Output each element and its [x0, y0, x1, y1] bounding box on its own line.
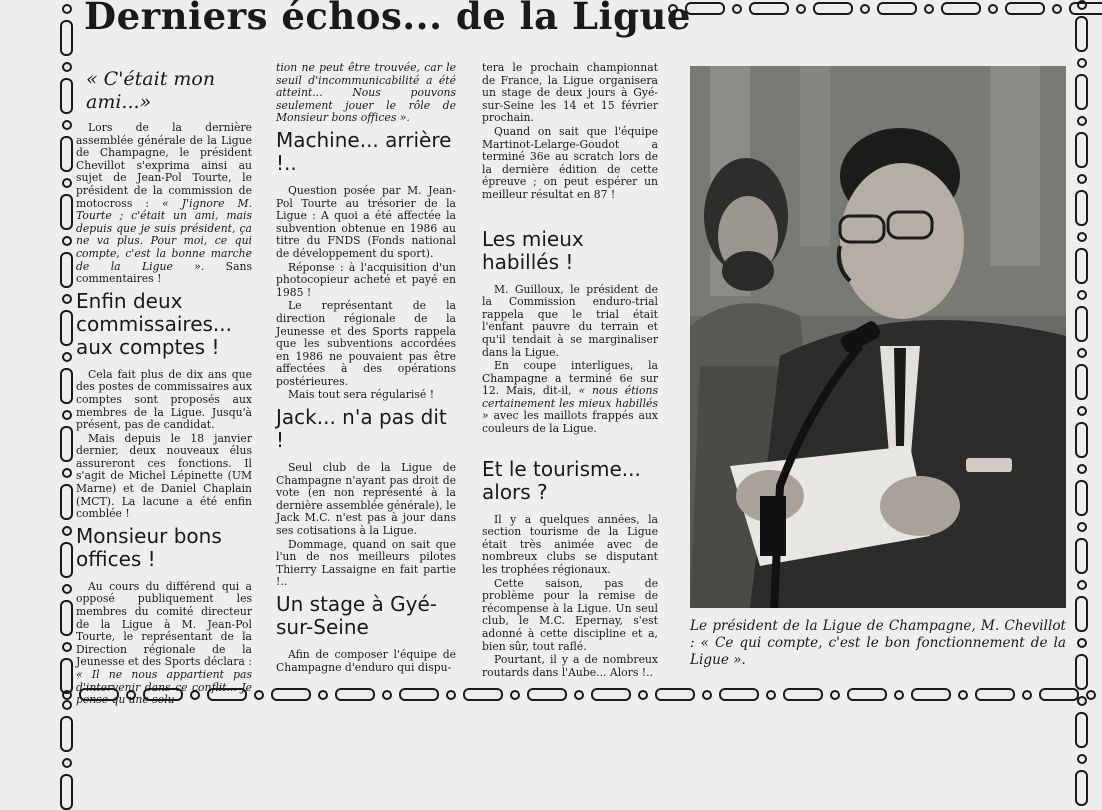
chain-link: [1075, 422, 1088, 458]
article-paragraph: [76, 122, 252, 286]
chain-ring: [1077, 116, 1087, 126]
article-paragraph: [482, 360, 658, 436]
chain-link: [60, 426, 73, 462]
article-paragraph: Question posée par M. Jean-Pol Tourte au trésorier de la Ligue : A quoi a été affectée la subvention obtenue en 1986 au titre du FNDS (Fonds national de développement du sport).: [276, 183, 456, 260]
chain-link: [60, 658, 73, 694]
article-paragraph: Afin de composer l'équipe de Champagne d'enduro qui dispu-: [276, 648, 456, 674]
chain-link: [1075, 74, 1088, 110]
chain-ring: [860, 4, 870, 14]
chain-link: [749, 2, 789, 15]
chain-link: [60, 136, 73, 172]
chain-ring: [702, 690, 712, 700]
text-span: Lors de la dernière assemblée générale de la Ligue de Champagne, le président Chevillot s'exprima ainsi au sujet de Jean-Pol Tourte, le président de la commission de motocross :: [76, 121, 252, 210]
chain-ring: [1077, 522, 1087, 532]
chain-link: [1075, 712, 1088, 748]
chain-link: [941, 2, 981, 15]
chain-ring: [1077, 580, 1087, 590]
chain-ring: [62, 642, 72, 652]
chain-link: [1075, 306, 1088, 342]
chain-ring: [638, 690, 648, 700]
article-paragraph: Le représentant de la direction régionale de la Jeunesse et des Sports rappela que les subventions accordées en 1986 ne pouvaient pas être affectées à des opérations postérieures.: [276, 299, 456, 388]
chain-ring: [382, 690, 392, 700]
photo-illustration: [690, 66, 1066, 608]
article-paragraph: Dommage, quand on sait que l'un de nos meilleurs pilotes Thierry Lassaigne en fait partie !..: [276, 537, 456, 589]
chain-link: [60, 716, 73, 752]
chain-link: [60, 368, 73, 404]
chain-link: [685, 2, 725, 15]
chain-link: [60, 310, 73, 346]
chain-link: [1075, 480, 1088, 516]
text-span: En coupe interligues, la Champagne a terminé 6e sur 12. Mais, dit-il,: [482, 359, 658, 398]
chain-link: [719, 688, 759, 701]
text-span: avec les maillots frappés aux couleurs de la Ligue.: [482, 409, 659, 436]
chain-link: [975, 688, 1015, 701]
chain-ring: [1077, 696, 1087, 706]
chain-ring: [62, 294, 72, 304]
chain-link: [1075, 16, 1088, 52]
chain-link: [911, 688, 951, 701]
chain-link: [60, 252, 73, 288]
chain-ring: [62, 120, 72, 130]
chain-ring: [1077, 464, 1087, 474]
article-paragraph: Réponse : à l'acquisition d'un photocopieur acheté et payé en 1985 !: [276, 260, 456, 299]
chain-link: [399, 688, 439, 701]
article-paragraph: Seul club de la Ligue de Champagne n'ayant pas droit de vote (en non représenté à la dernière assemblée générale), le Jack M.C. n'est pas à jour dans ses cotisations à la Ligue.: [276, 461, 456, 538]
chain-ring: [766, 690, 776, 700]
chain-border-right: [1075, 0, 1088, 806]
article-paragraph: Cette saison, pas de problème pour la remise de récompense à la Ligue. Un seul club, le M.C. Epernay, s'est adonné à cette discipline et a, bien sûr, tout raflé.: [482, 576, 658, 653]
chain-link: [1075, 596, 1088, 632]
chain-ring: [446, 690, 456, 700]
chain-ring: [894, 690, 904, 700]
chain-ring: [958, 690, 968, 700]
quote-span: « J'ignore M. Tourte ; c'était un ami, mais depuis que je suis président, ça ne va plus. Pour moi, ce qui compte, c'est la bonne marche de la Ligue ».: [76, 196, 252, 273]
heading-mieux-habilles: Les mieux habillés !: [482, 226, 584, 274]
chain-link: [1075, 770, 1088, 806]
chain-ring: [732, 4, 742, 14]
column-2: [276, 62, 456, 675]
chain-link: [60, 194, 73, 230]
heading-machine-arriere: Machine... arrière !..: [276, 127, 452, 175]
article-paragraph: Pourtant, il y a de nombreux routards dans l'Aube... Alors !..: [482, 653, 658, 679]
heading-cetait-mon-ami: « C'était mon ami...»: [86, 68, 216, 113]
chain-ring: [924, 4, 934, 14]
chain-ring: [1022, 690, 1032, 700]
chain-link: [463, 688, 503, 701]
article-paragraph: Quand on sait que l'équipe Martinot-Lelarge-Goudot a terminé 36e au scratch lors de la dernière édition de cette épreuve ; on peut espérer un meilleur résultat en 87 !: [482, 124, 658, 201]
article-paragraph: tion ne peut être trouvée, car le seuil d'incommunicabilité a été atteint... Nous pouvons seulement jouer le rôle de Monsieur bons offices ».: [276, 61, 456, 125]
chain-link: [1075, 364, 1088, 400]
column-3: [482, 62, 658, 680]
chain-link: [335, 688, 375, 701]
chain-link: [60, 78, 73, 114]
chain-ring: [1077, 754, 1087, 764]
chain-ring: [1077, 406, 1087, 416]
chain-link: [60, 542, 73, 578]
photo-caption: Le président de la Ligue de Champagne, M. Chevillot : « Ce qui compte, c'est le bon fonctionnement de la Ligue ».: [690, 618, 1066, 668]
chain-border-left: [60, 4, 73, 810]
heading-jack: Jack... n'a pas dit !: [276, 405, 447, 453]
chain-ring: [830, 690, 840, 700]
chain-ring: [988, 4, 998, 14]
chain-link: [527, 688, 567, 701]
article-paragraph: [76, 581, 252, 707]
chain-link: [1005, 2, 1045, 15]
chain-link: [271, 688, 311, 701]
heading-bons-offices: Monsieur bons offices !: [76, 523, 222, 571]
article-paragraph: M. Guilloux, le président de la Commission enduro-trial rappela que le trial était l'enfant pauvre du terrain et qu'il tendait à se marginaliser dans la Ligue.: [482, 282, 658, 359]
chain-ring: [1052, 4, 1062, 14]
chain-ring: [62, 410, 72, 420]
article-paragraph: Cela fait plus de dix ans que des postes de commissaires aux comptes sont proposés aux membres de la Ligue. Jusqu'à présent, pas de candidat.: [76, 367, 252, 432]
chain-link: [1039, 688, 1079, 701]
text-span: Au cours du différend qui a opposé publiquement les membres du comité directeur de la Ligue à M. Jean-Pol Tourte, le représentant de la Direction régionale de la Jeunesse et des Sports déclara :: [76, 579, 252, 669]
chain-link: [60, 600, 73, 636]
chain-ring: [1077, 348, 1087, 358]
chain-ring: [62, 758, 72, 768]
chain-link: [60, 774, 73, 810]
chain-ring: [62, 468, 72, 478]
article-paragraph: Mais depuis le 18 janvier dernier, deux nouveaux élus assureront ces fonctions. Il s'agit de Michel Lépinette (UM Marne) et de Daniel Chaplain (MCT). La lacune a été enfin comblée !: [76, 431, 252, 521]
quote-span: « nous étions certainement les mieux habillés »: [482, 384, 658, 423]
chain-ring: [62, 236, 72, 246]
quote-span: « Il ne nous appartient pas d'intervenir dans ce conflit... Je pense qu'une solu-: [76, 668, 252, 707]
chain-ring: [796, 4, 806, 14]
chain-ring: [62, 700, 72, 710]
article-paragraph: Mais tout sera régularisé !: [288, 388, 435, 402]
chain-ring: [62, 526, 72, 536]
chain-ring: [62, 62, 72, 72]
text-span: Sans commentaires !: [76, 259, 252, 286]
chain-ring: [510, 690, 520, 700]
chain-ring: [1077, 0, 1087, 10]
chain-ring: [1077, 290, 1087, 300]
chain-ring: [62, 4, 72, 14]
chain-ring: [1077, 58, 1087, 68]
chain-ring: [254, 690, 264, 700]
chain-link: [1075, 248, 1088, 284]
chain-ring: [62, 584, 72, 594]
chain-ring: [62, 178, 72, 188]
heading-tourisme: Et le tourisme... alors ?: [482, 456, 641, 504]
chain-ring: [1077, 232, 1087, 242]
chain-link: [1075, 654, 1088, 690]
chain-ring: [1077, 174, 1087, 184]
chain-link: [1075, 132, 1088, 168]
chain-link: [655, 688, 695, 701]
chain-link: [1075, 538, 1088, 574]
chain-ring: [574, 690, 584, 700]
chain-link: [877, 2, 917, 15]
chain-link: [60, 484, 73, 520]
page-title: Derniers échos... de la Ligue: [84, 0, 691, 38]
chain-ring: [1077, 638, 1087, 648]
article-paragraph: tera le prochain championnat de France, la Ligue organisera un stage de deux jours à Gyé-sur-Seine les 14 et 15 février prochain.: [482, 61, 658, 125]
photo-president-speaking: [690, 66, 1066, 608]
heading-commissaires: Enfin deux commissaires... aux comptes !: [76, 288, 232, 359]
chain-link: [783, 688, 823, 701]
chain-link: [1075, 190, 1088, 226]
chain-ring: [318, 690, 328, 700]
article-paragraph: Il y a quelques années, la section tourisme de la Ligue était très animée avec de nombreux clubs se disputant les trophées régionaux.: [482, 512, 658, 577]
chain-ring: [62, 352, 72, 362]
chain-link: [591, 688, 631, 701]
heading-stage: Un stage à Gyé-sur-Seine: [276, 592, 438, 639]
column-1: [76, 62, 252, 708]
chain-link: [813, 2, 853, 15]
chain-link: [60, 20, 73, 56]
chain-link: [847, 688, 887, 701]
chain-border-top: [668, 2, 1102, 15]
